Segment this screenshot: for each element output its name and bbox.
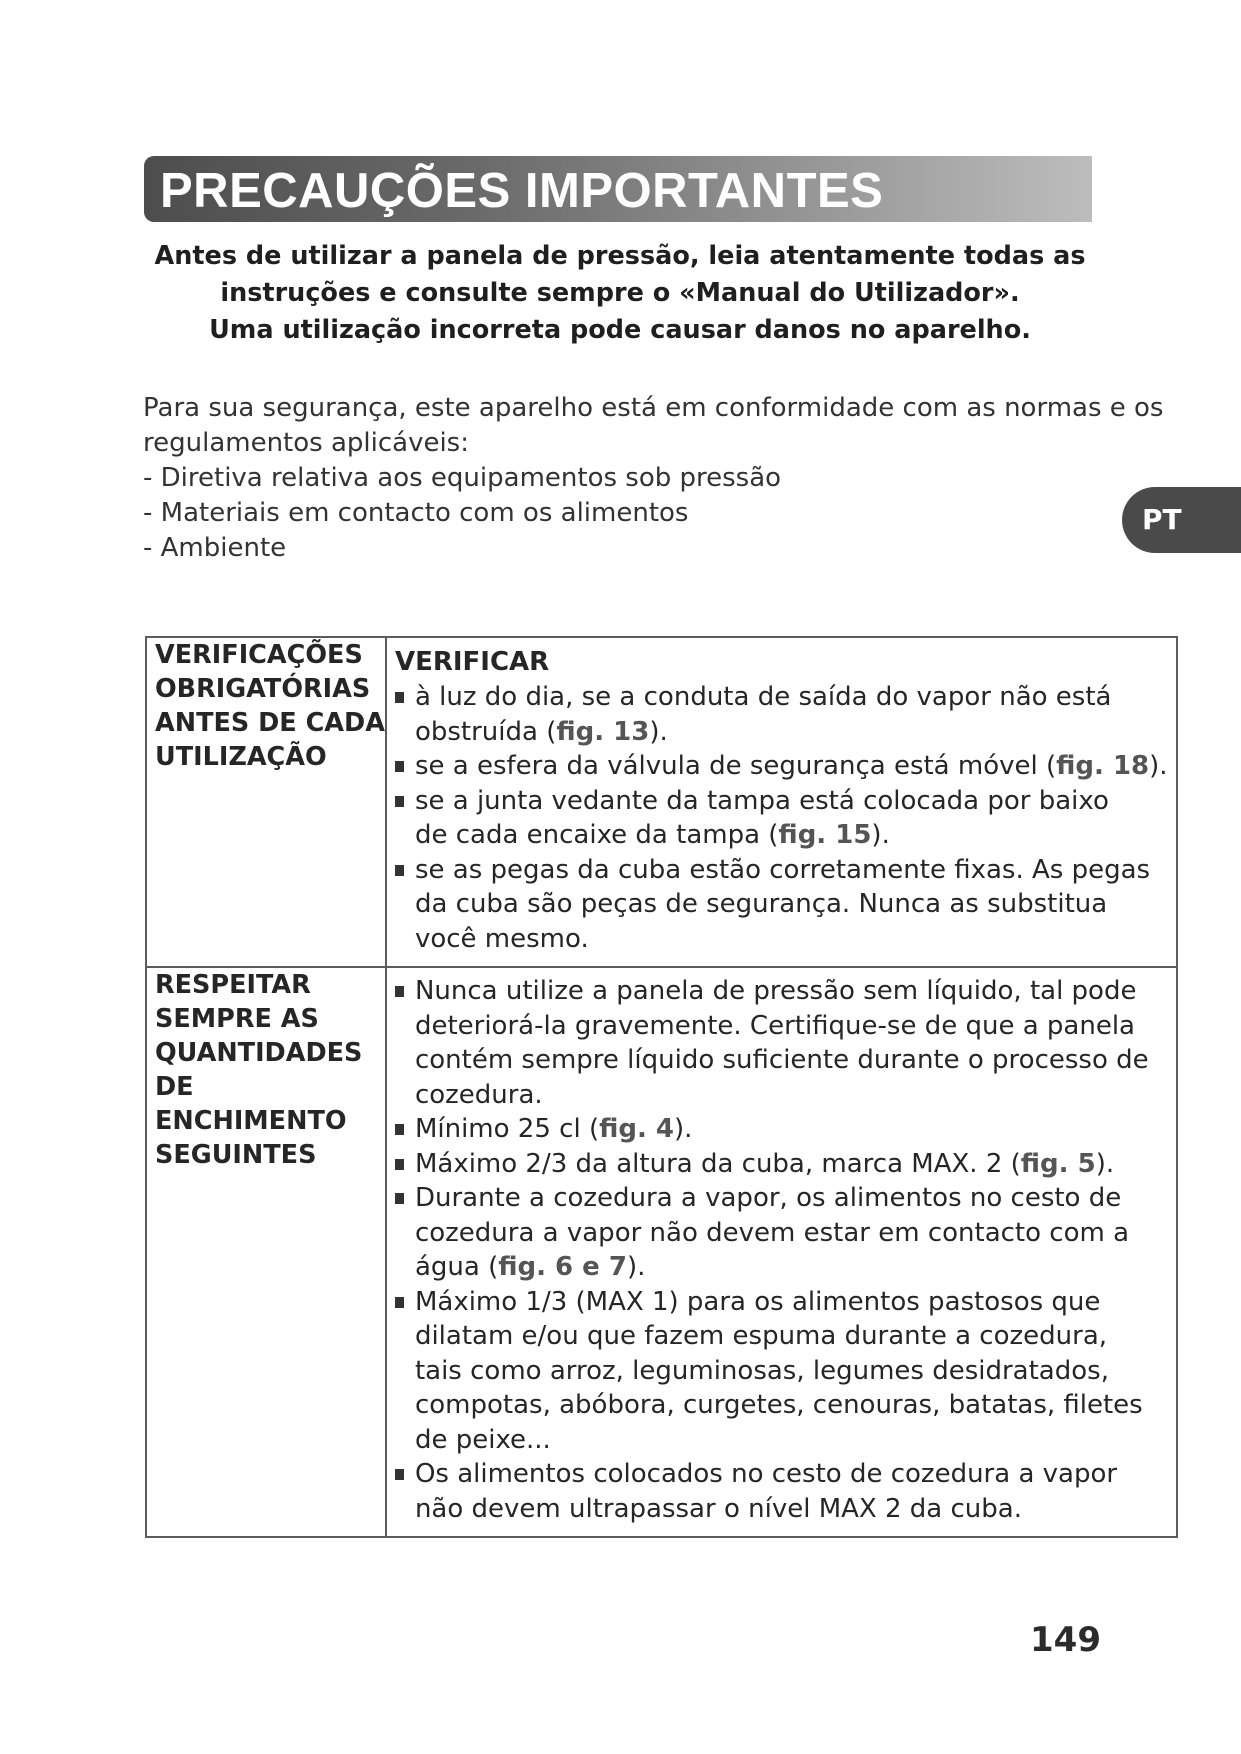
item-line: se as pegas da cuba estão corretamente fixas. As pegas bbox=[414, 854, 1151, 885]
square-bullet-icon bbox=[395, 1124, 404, 1135]
label-line: DE bbox=[155, 1072, 194, 1102]
section-title-bar bbox=[144, 156, 1092, 222]
intro-line: Antes de utilizar a panela de pressão, leia atentamente todas as bbox=[154, 241, 1086, 271]
list-item bbox=[395, 784, 1168, 853]
item-text: de cada encaixe da tampa ( bbox=[414, 820, 779, 850]
item-line bbox=[415, 749, 1168, 784]
item-text: ). bbox=[626, 1252, 646, 1282]
item-line: não devem ultrapassar o nível MAX 2 da cuba. bbox=[414, 1493, 1022, 1524]
item-line: cozedura. bbox=[414, 1079, 543, 1110]
label-line: ANTES DE CADA bbox=[155, 708, 385, 738]
square-bullet-icon bbox=[395, 986, 404, 997]
page-number: 149 bbox=[1030, 1620, 1101, 1660]
figure-ref: fig. 5 bbox=[1020, 1148, 1096, 1179]
item-line: Durante a cozedura a vapor, os alimentos no cesto de bbox=[414, 1183, 1122, 1213]
list-item bbox=[395, 1285, 1168, 1458]
label-line: QUANTIDADES bbox=[155, 1038, 363, 1068]
row-label bbox=[146, 967, 386, 1537]
item-line: cozedura a vapor não devem estar em contacto com a bbox=[414, 1217, 1130, 1248]
square-bullet-icon bbox=[395, 796, 404, 807]
item-line: compotas, abóbora, curgetes, cenouras, batatas, filetes bbox=[414, 1390, 1143, 1420]
item-line: você mesmo. bbox=[414, 923, 589, 954]
item-text: ). bbox=[674, 1114, 693, 1144]
item-line bbox=[415, 1250, 1168, 1285]
item-text: se a esfera da válvula de segurança está móvel ( bbox=[414, 751, 1057, 781]
table-row bbox=[146, 967, 1177, 1537]
item-line bbox=[415, 818, 1168, 853]
item-text: ). bbox=[1149, 751, 1168, 781]
figure-ref: fig. 6 e 7 bbox=[498, 1252, 627, 1282]
page-title: PRECAUÇÕES IMPORTANTES bbox=[160, 164, 884, 218]
list-item bbox=[395, 1112, 1168, 1147]
label-line: VERIFICAÇÕES bbox=[155, 640, 363, 670]
square-bullet-icon bbox=[395, 1297, 404, 1308]
intro-line: instruções e consulte sempre o «Manual do Utilizador». bbox=[220, 278, 1020, 308]
item-text: Máximo 2/3 da altura da cuba, marca MAX. 2 ( bbox=[414, 1148, 1021, 1179]
paragraph-line: - Materiais em contacto com os alimentos bbox=[143, 498, 689, 528]
label-line: ENCHIMENTO bbox=[155, 1106, 347, 1136]
square-bullet-icon bbox=[395, 1193, 404, 1204]
square-bullet-icon bbox=[395, 865, 404, 876]
paragraph-line: - Ambiente bbox=[143, 533, 287, 563]
label-line: UTILIZAÇÃO bbox=[155, 742, 327, 772]
item-line: Os alimentos colocados no cesto de cozedura a vapor bbox=[414, 1459, 1118, 1489]
item-line bbox=[415, 1112, 1168, 1147]
item-line bbox=[415, 1147, 1168, 1182]
paragraph-line: - Diretiva relativa aos equipamentos sob pressão bbox=[143, 463, 782, 493]
item-text: ). bbox=[871, 820, 890, 850]
intro-warning bbox=[150, 238, 1090, 349]
item-line: deteriorá-la gravemente. Certifique-se de que a panela bbox=[414, 1010, 1135, 1041]
label-line: SEMPRE AS bbox=[155, 1004, 319, 1034]
item-line: dilatam e/ou que fazem espuma durante a cozedura, bbox=[414, 1321, 1108, 1351]
item-line: Máximo 1/3 (MAX 1) para os alimentos pastosos que bbox=[414, 1286, 1101, 1317]
figure-ref: fig. 18 bbox=[1056, 751, 1150, 781]
item-line: Nunca utilize a panela de pressão sem líquido, tal pode bbox=[414, 976, 1137, 1006]
square-bullet-icon bbox=[395, 692, 404, 703]
list-item bbox=[395, 749, 1168, 784]
paragraph-line: regulamentos aplicáveis: bbox=[143, 428, 469, 458]
item-line: à luz do dia, se a conduta de saída do vapor não está bbox=[414, 682, 1112, 712]
item-text: ). bbox=[1095, 1148, 1115, 1179]
row-label bbox=[146, 637, 386, 967]
intro-line: Uma utilização incorreta pode causar danos no aparelho. bbox=[209, 315, 1031, 345]
item-line: da cuba são peças de segurança. Nunca as substitua bbox=[414, 889, 1108, 919]
item-line: contém sempre líquido suficiente durante o processo de bbox=[414, 1045, 1149, 1075]
item-line: se a junta vedante da tampa está colocada por baixo bbox=[414, 785, 1109, 816]
list-item bbox=[395, 1457, 1168, 1526]
paragraph-line: Para sua segurança, este aparelho está em conformidade com as normas e os bbox=[143, 393, 1164, 423]
row-content bbox=[386, 637, 1177, 967]
language-tab: PT bbox=[1122, 487, 1241, 553]
item-text: ). bbox=[649, 716, 668, 747]
list-item bbox=[395, 974, 1168, 1112]
label-line: RESPEITAR bbox=[155, 970, 311, 1000]
item-line bbox=[415, 715, 1168, 750]
list-item bbox=[395, 1181, 1168, 1285]
item-text: água ( bbox=[414, 1252, 499, 1282]
square-bullet-icon bbox=[395, 1159, 404, 1170]
verify-heading: VERIFICAR bbox=[394, 647, 550, 677]
item-text: Mínimo 25 cl ( bbox=[414, 1114, 600, 1144]
list-item bbox=[395, 680, 1168, 749]
item-line: de peixe... bbox=[414, 1424, 551, 1455]
label-line: OBRIGATÓRIAS bbox=[155, 674, 371, 704]
figure-ref: fig. 13 bbox=[556, 716, 650, 747]
square-bullet-icon bbox=[395, 761, 404, 772]
precautions-table bbox=[145, 636, 1178, 1538]
list-item bbox=[395, 1147, 1168, 1182]
label-line: SEGUINTES bbox=[155, 1140, 317, 1170]
square-bullet-icon bbox=[395, 1469, 404, 1480]
list-item bbox=[395, 853, 1168, 957]
figure-ref: fig. 15 bbox=[778, 820, 872, 850]
item-text: obstruída ( bbox=[414, 716, 557, 747]
row-content bbox=[386, 967, 1177, 1537]
item-line: tais como arroz, leguminosas, legumes desidratados, bbox=[414, 1355, 1109, 1386]
table-row bbox=[146, 637, 1177, 967]
figure-ref: fig. 4 bbox=[599, 1114, 674, 1144]
